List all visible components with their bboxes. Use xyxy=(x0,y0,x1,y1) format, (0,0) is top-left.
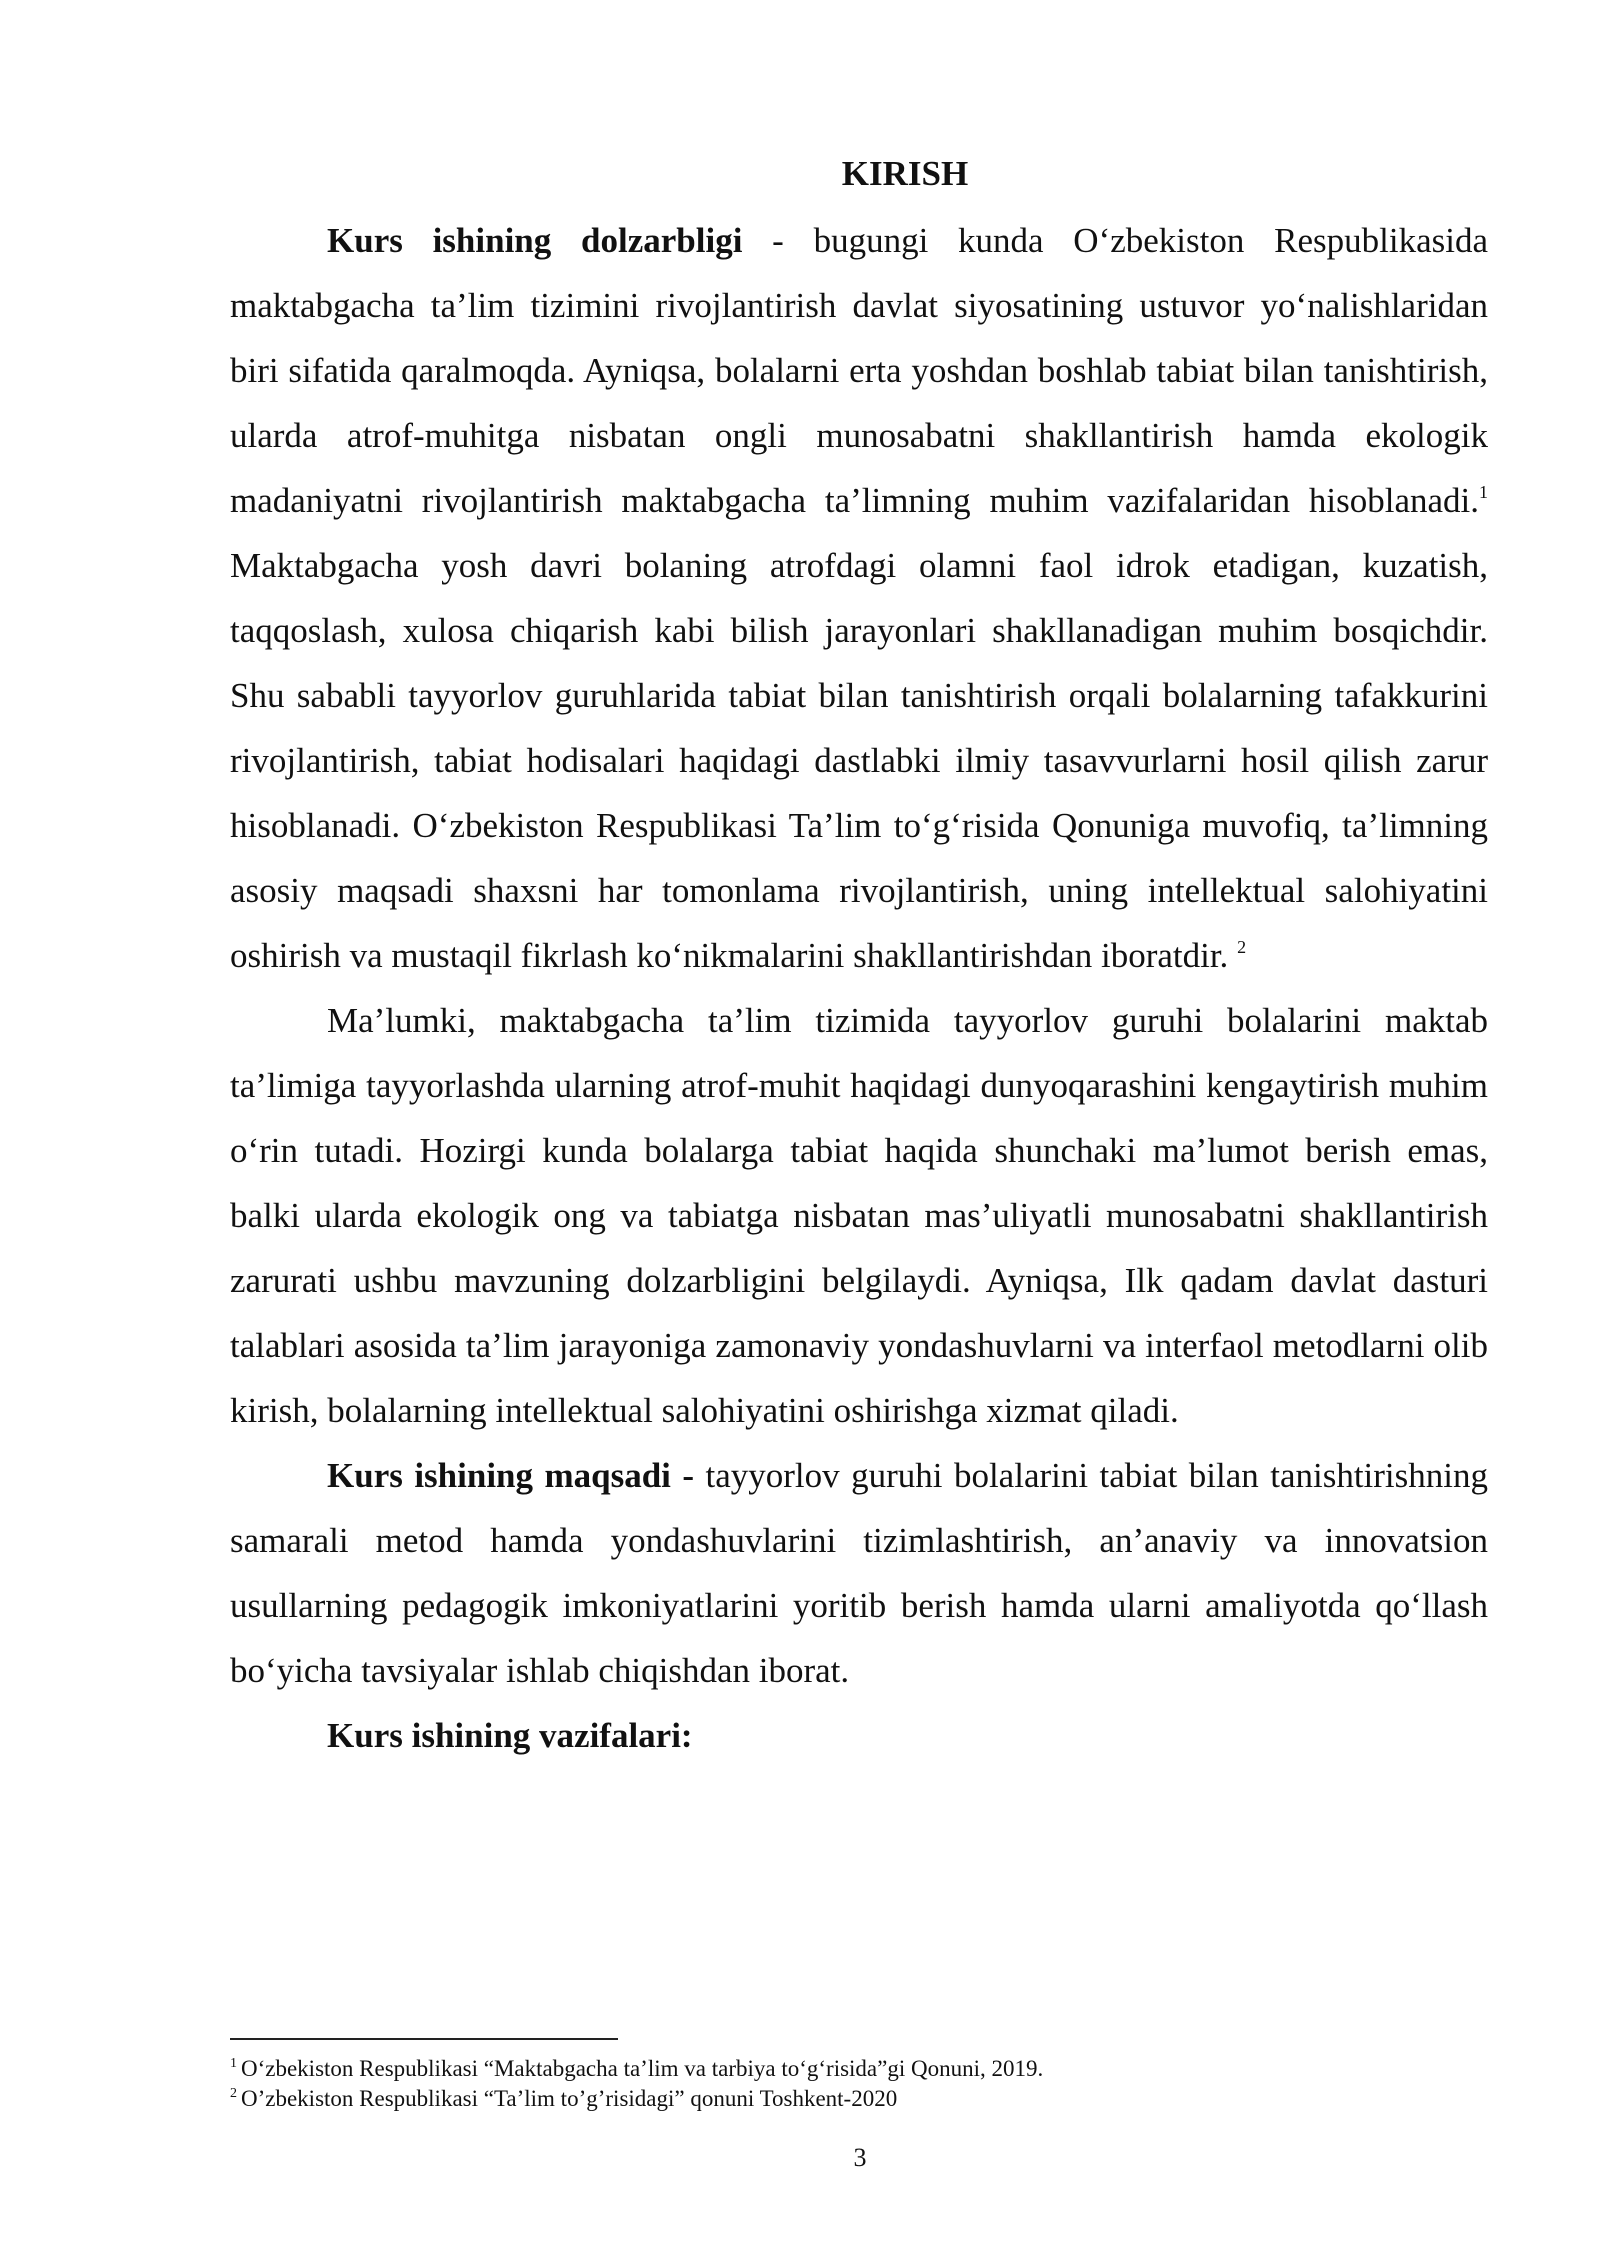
footnote-1 xyxy=(230,2054,1488,2084)
goal-text: tayyorlov guruhi bolalarini tabiat bilan tanishtirishning samarali metod hamda yondashuvlarini tizimlashtirish, an’anaviy va innovatsion usullarning pedagogik imkoniyatlarini yoritib berish hamda ularni amaliyotda qo‘llash bo‘yicha tavsiyalar ishlab chiqishdan iborat. xyxy=(230,1456,1488,1690)
footnote-separator xyxy=(230,2038,618,2040)
footnote-2 xyxy=(230,2084,1488,2114)
relevance-text-a: - bugungi kunda O‘zbekiston Respublikasida maktabgacha ta’lim tizimini rivojlantirish davlat siyosatining ustuvor yo‘nalishlaridan biri sifatida qaralmoqda. Ayniqsa, bolalarni erta yoshdan boshlab tabiat bilan tanishtirish, ularda atrof-muhitga nisbatan ongli munosabatni shakllantirish hamda ekologik madaniyatni rivojlantirish maktabgacha ta’limning muhim vazifalaridan hisoblanadi. xyxy=(230,221,1488,520)
footnotes xyxy=(230,2054,1488,2114)
footnote-ref-1[interactable]: 1 xyxy=(1479,482,1488,502)
relevance-text-b: Maktabgacha yosh davri bolaning atrofdagi olamni faol idrok etadigan, kuzatish, taqqoslash, xulosa chiqarish kabi bilish jarayonlari shakllanadigan muhim bosqichdir. Shu sababli tayyorlov guruhlarida tabiat bilan tanishtirish orqali bolalarning tafakkurini rivojlantirish, tabiat hodisalari haqidagi dastlabki ilmiy tasavvurlarni hosil qilish zarur hisoblanadi. O‘zbekiston Respublikasi Ta’lim to‘g‘risida Qonuniga muvofiq, ta’limning asosiy maqsadi shaxsni har tomonlama rivojlantirish, uning intellektual salohiyatini oshirish va mustaqil fikrlash ko‘nikmalarini shakllantirishdan iboratdir. xyxy=(230,546,1488,975)
footnote-1-number: 1 xyxy=(230,2056,237,2071)
paragraph-tasks xyxy=(230,1703,1488,1768)
goal-heading: Kurs ishining maqsadi - xyxy=(327,1456,695,1495)
page-number: 3 xyxy=(853,2143,867,2172)
paragraph-relevance xyxy=(230,208,1488,988)
page-title: KIRISH xyxy=(841,154,969,193)
relevance-heading: Kurs ishining dolzarbligi xyxy=(327,221,743,260)
tasks-heading: Kurs ishining vazifalari: xyxy=(327,1716,693,1755)
footnote-1-text: O‘zbekiston Respublikasi “Maktabgacha ta’lim va tarbiya to‘g‘risida”gi Qonuni, 2019. xyxy=(241,2056,1044,2081)
body-text xyxy=(230,208,1488,1768)
paragraph-goal xyxy=(230,1443,1488,1703)
footnote-2-number: 2 xyxy=(230,2086,237,2101)
footnote-ref-2[interactable]: 2 xyxy=(1237,937,1247,957)
paragraph-context: Ma’lumki, maktabgacha ta’lim tizimida tayyorlov guruhi bolalarini maktab ta’limiga tayyorlashda ularning atrof-muhit haqidagi dunyoqarashini kengaytirish muhim o‘rin tutadi. Hozirgi kunda bolalarga tabiat haqida shunchaki ma’lumot berish emas, balki ularda ekologik ong va tabiatga nisbatan mas’uliyatli munosabatni shakllantirish zarurati ushbu mavzuning dolzarbligini belgilaydi. Ayniqsa, Ilk qadam davlat dasturi talablari asosida ta’lim jarayoniga zamonaviy yondashuvlarni va interfaol metodlarni olib kirish, bolalarning intellektual salohiyatini oshirishga xizmat qiladi. xyxy=(230,1001,1488,1430)
footnote-2-text: O’zbekiston Respublikasi “Ta’lim to’g’risidagi” qonuni Toshkent-2020 xyxy=(241,2086,898,2111)
